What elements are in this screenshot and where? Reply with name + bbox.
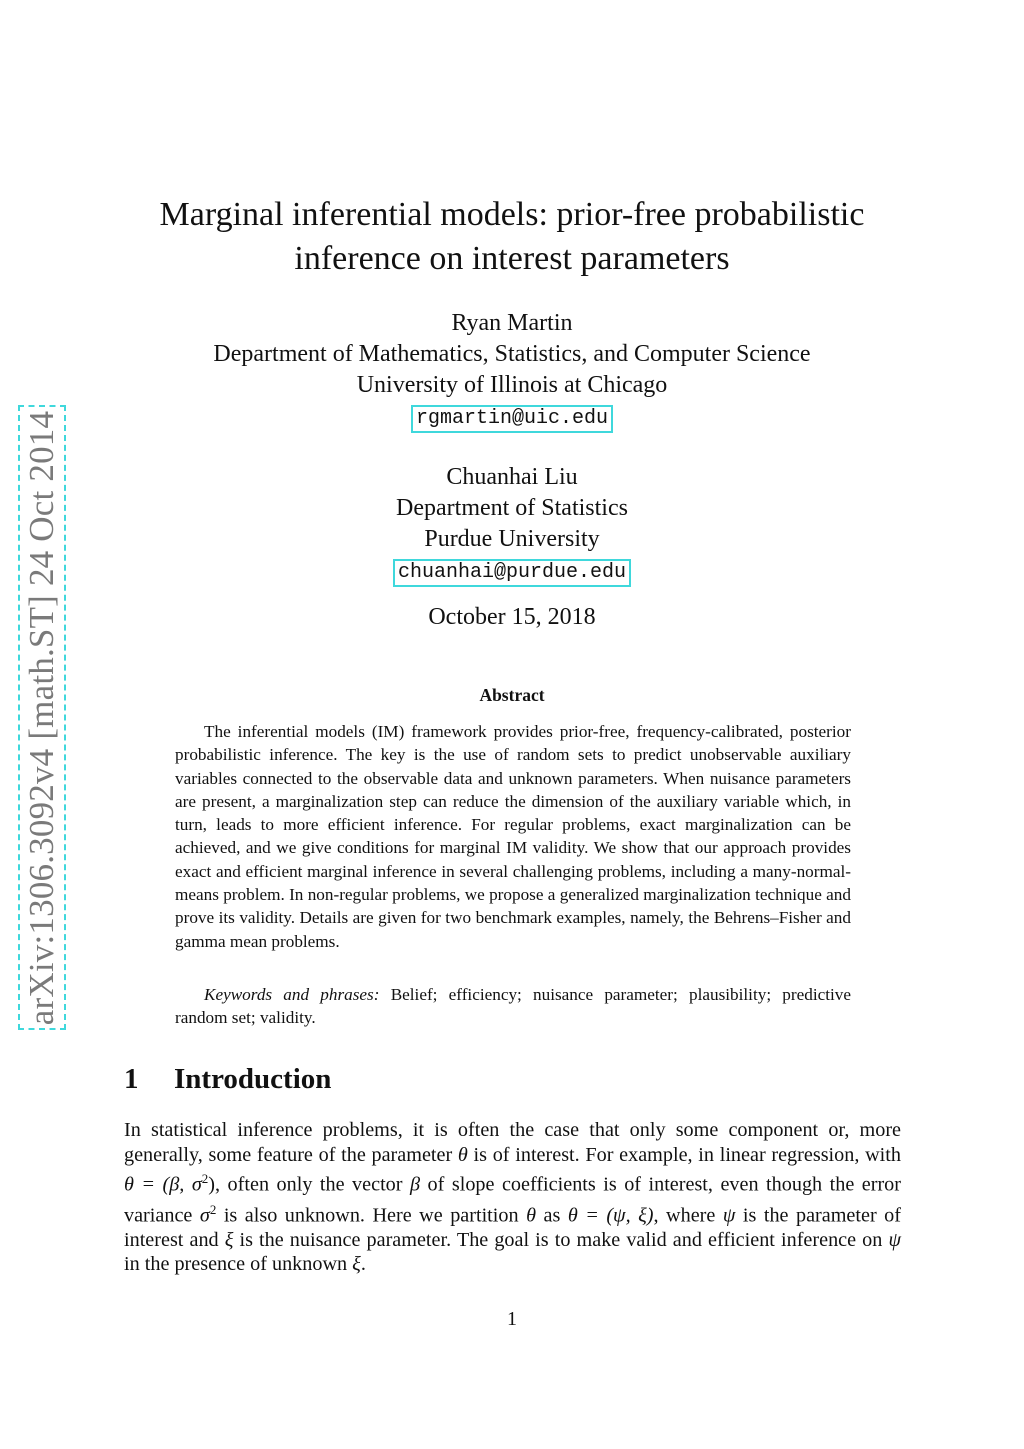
author-email-link[interactable]: chuanhai@purdue.edu: [393, 559, 631, 587]
author-institution: University of Illinois at Chicago: [356, 372, 668, 398]
author-department: Department of Mathematics, Statistics, and Computer Science: [213, 341, 811, 367]
keywords-paragraph: [175, 983, 851, 1030]
author-block-2: [0, 462, 1024, 587]
author-name: Chuanhai Liu: [446, 464, 578, 490]
section-title: Introduction: [174, 1063, 332, 1095]
section-number: 1: [124, 1063, 139, 1095]
author-block-1: [0, 308, 1024, 433]
title-line-1: Marginal inferential models: prior-free probabilistic: [159, 196, 865, 233]
abstract-heading: Abstract: [479, 685, 545, 705]
author-department: Department of Statistics: [396, 495, 628, 521]
author-email-link[interactable]: rgmartin@uic.edu: [411, 405, 613, 433]
page-number: 1: [507, 1308, 517, 1330]
title-line-2: inference on interest parameters: [294, 240, 730, 277]
arxiv-identifier: arXiv:1306.3092v4 [math.ST] 24 Oct 2014: [22, 410, 61, 1025]
keywords-list: Belief; efficiency; nuisance parameter; plausibility; predictive random set; validity.: [175, 985, 852, 1028]
intro-paragraph: In statistical inference problems, it is often the case that only some component or, more generally, some feature of the parameter θ is of interest. For example, in linear regression, with θ = (β, $\sigma^2$), often only the vector β of slope coefficients is of interest, even though the error variance $\sigma^2$ is also unknown. Here we partition θ as θ = (ψ, ξ), where ψ is the parameter of interest and ξ is the nuisance parameter. The goal is to make valid and efficient inference on ψ in the presence of unknown ξ.: [124, 1119, 901, 1276]
author-institution: Purdue University: [424, 526, 600, 552]
author-name: Ryan Martin: [451, 310, 573, 336]
section-heading: [124, 1063, 331, 1096]
paper-title: [0, 193, 1024, 281]
abstract-text: The inferential models (IM) framework provides prior-free, frequency-calibrated, posterior probabilistic inference. The key is the use of random sets to predict unobservable auxiliary variables connected to the observable data and unknown parameters. When nuisance parameters are present, a marginalization step can reduce the dimension of the auxiliary variable which, in turn, leads to more efficient inference. For regular problems, exact marginalization can be achieved, and we give conditions for marginal IM validity. We show that our approach provides exact and efficient marginal inference in several challenging problems, including a many-normal-means problem. In non-regular problems, we propose a generalized marginalization technique and prove its validity. Details are given for two benchmark examples, namely, the Behrens–Fisher and gamma mean problems.: [175, 722, 851, 951]
keywords-label: Keywords and phrases:: [204, 985, 380, 1004]
paper-date: October 15, 2018: [428, 604, 596, 630]
